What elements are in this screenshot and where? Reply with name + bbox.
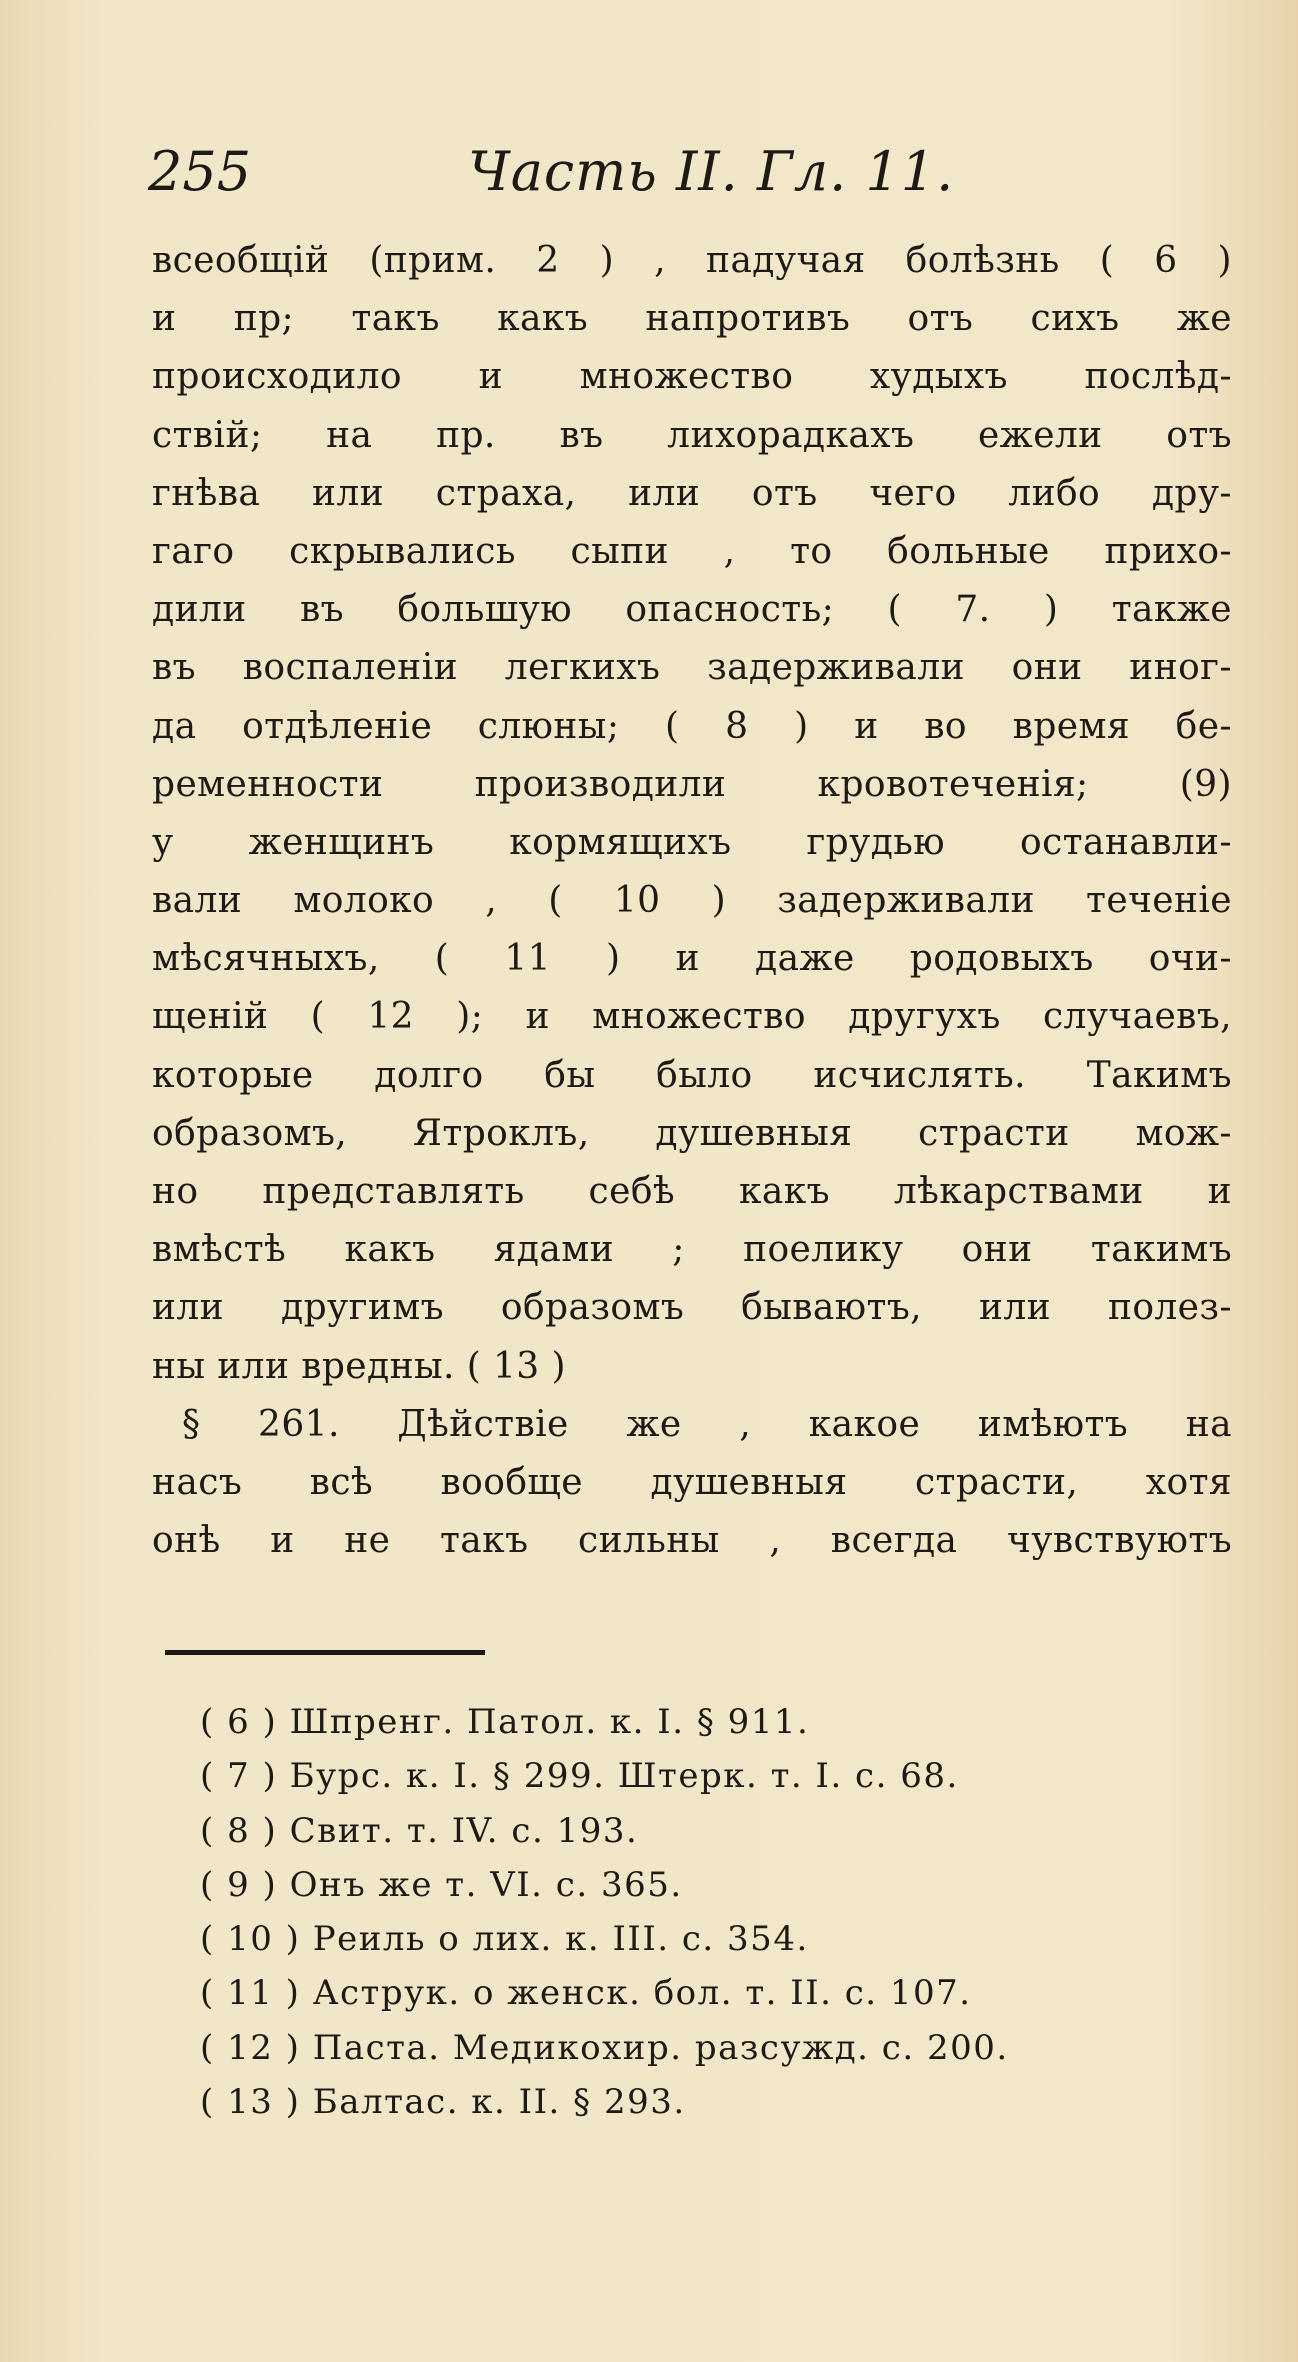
text-line: происходило и множество худыхъ послѣд- [152, 356, 1232, 398]
footnotes [200, 1695, 1240, 2129]
text-line: дили въ большую опасность; ( 7. ) также [152, 589, 1232, 631]
running-head: Часть II. Гл. 11. [468, 140, 955, 203]
text-line: вмѣстѣ какъ ядами ; поелику они такимъ [152, 1229, 1232, 1271]
text-line: ременности производили кровотеченія; (9) [152, 763, 1232, 805]
text-line: мѣсячныхъ, ( 11 ) и даже родовыхъ очи- [152, 938, 1232, 980]
footnote: ( 10 ) Реиль о лих. к. III. с. 354. [200, 1919, 809, 1960]
text-line: образомъ, Ятроклъ, душевныя страсти мож- [152, 1112, 1232, 1154]
text-line: но представлять себѣ какъ лѣкарствами и [152, 1171, 1232, 1212]
text-line-paragraph-end: ны или вредны. ( 13 ) [152, 1345, 566, 1387]
footnote: ( 13 ) Балтас. к. II. § 293. [200, 2082, 686, 2123]
footnote: ( 9 ) Онъ же т. VI. с. 365. [200, 1864, 683, 1905]
text-line: и пр; такъ какъ напротивъ отъ сихъ же [152, 298, 1232, 340]
text-line: щеній ( 12 ); и множество другухъ случаевъ, [152, 996, 1232, 1038]
text-line: гнѣва или страха, или отъ чего либо дру- [152, 472, 1232, 514]
text-line: ствій; на пр. въ лихорадкахъ ежели отъ [152, 414, 1232, 456]
footnote: ( 11 ) Аструк. о женск. бол. т. II. с. 107. [200, 1973, 972, 2014]
footnote-divider [165, 1650, 485, 1655]
page-header [148, 140, 1028, 210]
main-text [152, 232, 1232, 1570]
text-line-section-start: § 261. Дѣйствіе же , какое имѣютъ на [182, 1403, 1232, 1445]
footnote: ( 6 ) Шпренг. Патол. к. I. § 911. [200, 1702, 810, 1742]
footnote: ( 7 ) Бурс. к. I. § 299. Штерк. т. I. с. 68. [200, 1756, 959, 1797]
footnote: ( 8 ) Свит. т. IV. с. 193. [200, 1810, 639, 1851]
text-line: которые долго бы было исчислять. Такимъ [152, 1054, 1232, 1096]
text-line: всеобщій (прим. 2 ) , падучая болѣзнь ( 6 ) [152, 240, 1232, 281]
text-line: или другимъ образомъ бываютъ, или полез- [152, 1287, 1232, 1329]
text-line: вали молоко , ( 10 ) задерживали теченіе [152, 880, 1232, 922]
page-number: 255 [148, 140, 252, 203]
text-line: онѣ и не такъ сильны , всегда чувствуютъ [152, 1520, 1232, 1562]
text-line: гаго скрывались сыпи , то больные прихо- [152, 530, 1232, 572]
text-line: въ воспаленіи легкихъ задерживали они иног- [152, 647, 1232, 689]
text-line: насъ всѣ вообще душевныя страсти, хотя [152, 1461, 1232, 1503]
text-line: у женщинъ кормящихъ грудью останавли- [152, 821, 1232, 863]
footnote: ( 12 ) Паста. Медикохир. разсужд. с. 200. [200, 2027, 1009, 2068]
text-line: да отдѣленіе слюны; ( 8 ) и во время бе- [152, 705, 1232, 747]
